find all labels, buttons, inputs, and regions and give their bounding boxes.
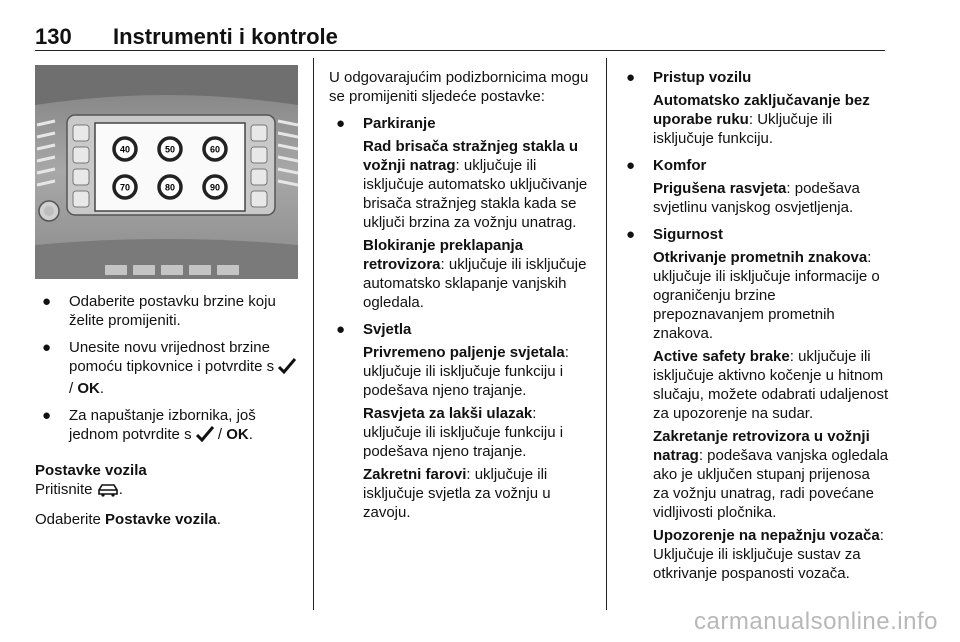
- setting-text: : uključuje ili isključuje automatsko sklapanje vanjskih ogledala.: [363, 256, 587, 311]
- settings-section: [619, 68, 889, 148]
- bullet-dot: ●: [42, 407, 52, 424]
- setting-name: Otkrivanje prometnih znakova: [653, 249, 868, 266]
- section-title: Sigurnost: [653, 226, 723, 243]
- speed-limit-value: 90: [209, 182, 221, 193]
- speed-limit-sign: [114, 138, 136, 160]
- setting-description: [653, 427, 889, 522]
- setting-text: : uključuje ili isključuje funkciju i podešava njeno trajanje.: [363, 344, 569, 399]
- setting-description: [653, 179, 889, 217]
- setting-description: [653, 347, 889, 423]
- checkmark-icon: [196, 426, 214, 447]
- bullet-dot: ●: [42, 293, 52, 310]
- list-item: [35, 406, 300, 447]
- column-divider-left: [313, 58, 314, 610]
- setting-description: [363, 465, 597, 522]
- setting-text: : Uključuje ili isključuje sustav za otkrivanje pospanosti vozača.: [653, 527, 884, 582]
- list-item: [35, 292, 300, 330]
- setting-name: Upozorenje na nepažnju vozača: [653, 527, 880, 544]
- bullet-dot: ●: [336, 321, 346, 338]
- speed-limit-sign: [204, 138, 226, 160]
- setting-text: : Uključuje ili isključuje funkciju.: [653, 111, 833, 147]
- speed-limit-value: 40: [119, 144, 131, 155]
- page-number: 130: [35, 24, 72, 49]
- setting-name: Automatsko zaključavanje bez uporabe ruku: [653, 92, 870, 128]
- setting-text: : uključuje ili isključuje funkciju i podešava njeno trajanje.: [363, 405, 564, 460]
- setting-name: Prigušena rasvjeta: [653, 180, 787, 197]
- right-sections: [619, 68, 889, 583]
- settings-section: [329, 114, 597, 312]
- setting-text: : podešava svjetlinu vanjskog osvjetljenja.: [653, 180, 860, 216]
- setting-name: Active safety brake: [653, 348, 790, 365]
- setting-description: [653, 91, 889, 148]
- middle-column: [329, 68, 597, 530]
- section-title: Svjetla: [363, 321, 412, 338]
- settings-section: [619, 225, 889, 583]
- left-column: [35, 292, 300, 529]
- car-icon: [97, 483, 119, 502]
- settings-section: [329, 320, 597, 522]
- instruction-text: Odaberite postavku brzine koju želite promijeniti.: [69, 293, 276, 329]
- setting-description: [363, 343, 597, 400]
- speed-limit-sign: [159, 176, 181, 198]
- section-title: Pristup vozilu: [653, 69, 752, 86]
- setting-description: [653, 248, 889, 343]
- select-instruction: Odaberite Postavke vozila.: [35, 511, 221, 528]
- bullet-dot: ●: [626, 157, 636, 174]
- middle-sections: [329, 114, 597, 522]
- setting-text: : podešava vanjska ogledala ako je uključen stupanj prijenosa za vožnju unatrag, radi povećane vidljivosti pločnika.: [653, 447, 889, 521]
- section-title: Komfor: [653, 157, 707, 174]
- bullet-dot: ●: [626, 69, 636, 86]
- page-title: Instrumenti i kontrole: [113, 24, 338, 49]
- setting-name: Rasvjeta za lakši ulazak: [363, 405, 533, 422]
- section-title: Parkiranje: [363, 115, 436, 132]
- intro-text: U odgovarajućim podizbornicima mogu se promijeniti sljedeće postavke:: [329, 69, 589, 105]
- checkmark-icon: [278, 358, 296, 379]
- speed-limit-sign: [114, 176, 136, 198]
- bullet-dot: ●: [42, 339, 52, 356]
- speed-limit-value: 50: [164, 144, 176, 155]
- press-instruction: Pritisnite .: [35, 480, 300, 502]
- page-header: [35, 24, 885, 51]
- speed-limit-sign: [204, 176, 226, 198]
- setting-text: : uključuje ili isključuje automatsko uključivanje brisača stražnjeg stakla kada se uključi brzina za vožnju unatrag.: [363, 157, 588, 231]
- speed-limit-value: 80: [164, 182, 176, 193]
- setting-text: : uključuje ili isključuje svjetla za vožnju u zavoju.: [363, 466, 551, 521]
- setting-name: Privremeno paljenje svjetala: [363, 344, 565, 361]
- setting-name: Rad brisača stražnjeg stakla u vožnji natrag: [363, 138, 579, 174]
- settings-section: [619, 156, 889, 217]
- speed-limit-screen-illustration: [35, 65, 298, 279]
- setting-description: [363, 236, 597, 312]
- right-column: [619, 68, 889, 591]
- setting-description: [653, 526, 889, 583]
- setting-description: [363, 404, 597, 461]
- speed-limit-value: 60: [209, 144, 221, 155]
- instruction-text: Unesite novu vrijednost brzine pomoću tipkovnice i potvrdite s / OK.: [69, 338, 300, 398]
- speed-limit-sign: [159, 138, 181, 160]
- list-item: [35, 338, 300, 398]
- setting-description: [363, 137, 597, 232]
- bullet-dot: ●: [336, 115, 346, 132]
- section-heading: Postavke vozila: [35, 462, 147, 479]
- setting-text: : uključuje ili isključuje aktivno kočenje u hitnom slučaju, možete odabrati udaljenost za upozorenje na sudar.: [653, 348, 889, 422]
- speed-limit-value: 70: [119, 182, 131, 193]
- setting-text: : uključuje ili isključuje informacije o ograničenju brzine prepoznavanjem prometnih znakova.: [653, 249, 880, 342]
- setting-name: Zakretanje retrovizora u vožnji natrag: [653, 428, 870, 464]
- instruction-text: Za napuštanje izbornika, još jednom potvrdite s / OK.: [69, 406, 300, 447]
- watermark: carmanualsonline.info: [694, 608, 938, 635]
- bullet-dot: ●: [626, 226, 636, 243]
- setting-name: Zakretni farovi: [363, 466, 467, 483]
- setting-name: Blokiranje preklapanja retrovizora: [363, 237, 524, 273]
- dashboard-illustration: [35, 65, 298, 279]
- column-divider-right: [606, 58, 607, 610]
